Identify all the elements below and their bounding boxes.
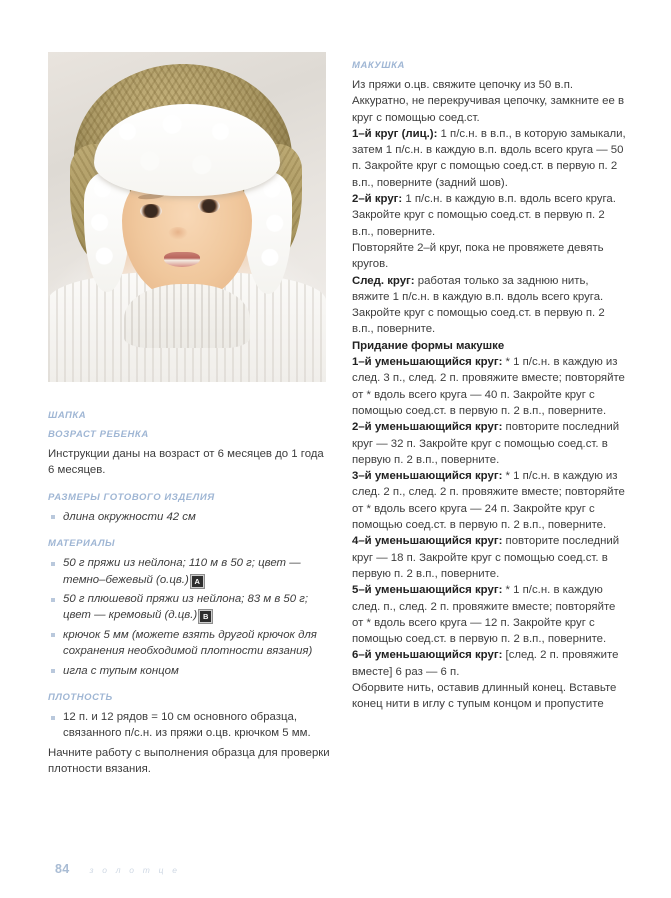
yarn-symbol-b-icon: B [199,610,212,623]
materials-list [48,555,330,679]
round-1 [352,126,628,191]
decrease-round-3-text: * 1 п/с.н. в каждую из след. 2 п., след. 2 п. провяжите вместе; повторяйте от * вдоль всего круга — 24 п. Закройте круг с помощью соед.ст. в первую п. 2 в.п., поверните. [352,470,625,532]
decrease-round-2-label: 2–й уменьшающийся круг: [352,421,503,434]
closing-text: Оборвите нить, оставив длинный конец. Вставьте конец нити в иглу с тупым концом и пропустите [352,681,617,711]
baby-eye-left [140,204,162,218]
section-hat [48,410,330,421]
decrease-round-6-label: 6–й уменьшающийся круг: [352,649,503,662]
list-item [48,591,330,624]
right-column [352,60,628,713]
page-number: 84 [55,862,70,876]
list-item [48,555,330,588]
heading-shaping: Придание формы макушке [352,339,505,352]
material-text: 50 г пряжи из нейлона; 110 м в 50 г; цвет — темно–бежевый (о.цв.) [63,557,301,586]
round-2 [352,191,628,240]
decrease-round-4 [352,533,628,582]
round-repeat-text: Повторяйте 2–й круг, пока не провяжете девять кругов. [352,241,604,271]
decrease-round-2 [352,419,628,468]
heading-crown: МАКУШКА [352,60,405,71]
baby-hat-photo [48,52,326,382]
decrease-round-1-text: * 1 п/с.н. в каждую из след. 3 п., след. 2 п. провяжите вместе; повторяйте от * вдоль всего круга — 40 п. Закройте круг с помощью соед.ст. в первую п. 2 в.п., поверните. [352,356,625,417]
round-repeat-note [352,240,628,273]
round-next [352,273,628,338]
list-item [48,627,330,660]
gauge-note: Начните работу с выполнения образца для проверки плотности вязания. [48,746,330,776]
baby-eye-right [198,199,220,213]
decrease-round-5 [352,582,628,647]
list-item: 12 п. и 12 рядов = 10 см основного образца, связанного п/с.н. из пряжи о.цв. крючком 5 мм. [48,709,330,742]
decrease-round-1 [352,354,628,419]
round-next-label: След. круг: [352,274,415,287]
round-1-text: 1 п/с.н. в в.п., в которую замыкали, затем 1 п/с.н. в каждую в.п. вдоль всего круга — 50 п. Закройте круг с помощью соед.ст. в первую п. 2 в.п., поверните (задний шов). [352,127,626,189]
baby-nose [168,227,188,240]
heading-hat: ШАПКА [48,410,87,421]
sizes-list [48,509,330,525]
decrease-round-2-text: повторите последний круг — 32 п. Закройте круг с помощью соед.ст. в первую п. 2 в.п., поверните. [352,421,620,466]
decrease-round-6 [352,647,628,680]
heading-materials: МАТЕРИАЛЫ [48,538,116,550]
decrease-round-4-text: повторите последний круг — 18 п. Закройте круг с помощью соед.ст. в первую п. 2 в.п., поверните. [352,535,620,580]
crown-intro: Из пряжи о.цв. свяжите цепочку из 50 в.п. Аккуратно, не перекручивая цепочку, замкните ее в круг с помощью соед.ст. [352,79,624,124]
baby-mouth [164,252,200,267]
round-1-label: 1–й круг (лиц.): [352,127,438,140]
round-2-label: 2–й круг: [352,193,403,206]
heading-gauge: ПЛОТНОСТЬ [48,692,113,704]
gauge-list [48,709,330,742]
section-age [48,429,330,479]
page-footer [55,862,180,876]
section-sizes [48,492,330,525]
material-text: крючок 5 мм (можете взять другой крючок для сохранения необходимой плотности вязания) [63,628,317,658]
decrease-round-3-label: 3–й уменьшающийся круг: [352,470,503,483]
baby-collar-shape [124,284,250,348]
decrease-round-5-label: 5–й уменьшающийся круг: [352,584,503,597]
section-gauge [48,692,330,778]
round-next-text: работая только за заднюю нить, вяжите 1 п/с.н. в каждую в.п. вдоль всего круга. Закройте круг с помощью соед.ст. в первую п. 2 в.п., поверните. [352,274,605,336]
age-text: Инструкции даны на возраст от 6 месяцев до 1 года 6 месяцев. [48,448,324,477]
yarn-symbol-a-icon: A [191,575,204,588]
round-2-text: 1 п/с.н. в каждую в.п. вдоль всего круга. Закройте круг с помощью соед.ст. в первую п. 2 в.п., поверните. [352,193,616,238]
left-column [48,52,330,791]
decrease-round-6-text: [след. 2 п. провяжите вместе] 6 раз — 6 п. [352,649,619,678]
decrease-round-3 [352,468,628,533]
heading-sizes: РАЗМЕРЫ ГОТОВОГО ИЗДЕЛИЯ [48,491,215,503]
section-materials [48,538,330,679]
publication-brand: з о л о т ц е [89,865,181,875]
heading-age: ВОЗРАСТ РЕБЕНКА [48,429,149,440]
decrease-round-1-label: 1–й уменьшающийся круг: [352,356,503,369]
material-text: игла с тупым концом [63,664,179,677]
list-item: длина окружности 42 см [48,509,330,525]
photo-background [48,52,326,382]
list-item [48,663,330,679]
decrease-round-4-label: 4–й уменьшающийся круг: [352,535,503,548]
material-text: 50 г плюшевой пряжи из нейлона; 83 м в 50 г; цвет — кремовый (д.цв.) [63,593,309,622]
decrease-round-5-text: * 1 п/с.н. в каждую след. п., след. 2 п. провяжите вместе; повторяйте от * вдоль всего круга — 12 п. Закройте круг с помощью соед.ст. в первую п. 2 в.п., поверните. [352,584,616,646]
